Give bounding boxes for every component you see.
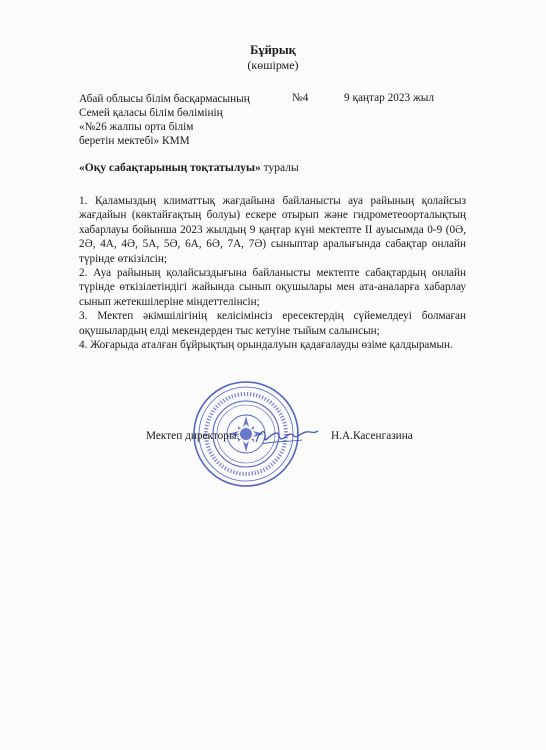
order-paragraph: 1. Қаламыздың климаттық жағдайына байланысты ауа райының қолайсыз жағдайын (көктайғақтың болуы) ескере отырып және гидрометеоорталықтың хабарлауы бойынша 2023 жылдың 9 қаңтар күні мектепте ІІ ауысымда 0-9 (0Ә, 2Ә, 4А, 4Ә, 5А, 5Ә, 6А, 6Ә, 7А, 7Ә) сыныптар аралығында сабақтар онлайн түрінде өткізілсін; [79, 195, 466, 265]
order-paragraph: 2. Ауа райының қолайсыздығына байланысты мектепте сабақтардың онлайн түрінде өткізілетіндігі жайында сынып оқушылары мен ата-аналарға хабарлау сынып жетекшілеріне міндеттелінсін; [79, 267, 466, 308]
organization-block [79, 92, 279, 148]
order-paragraph: 4. Жоғарыда аталған бұйрықтың орындалуын қадағалауды өзіме қалдырамын. [79, 339, 453, 352]
order-paragraph: 3. Мектеп әкімшілігінің келісімінсіз ересектердің сүйемелдеуі болмаған оқушылардың елді мекендерден тыс кетуіне тыйым салынсын; [79, 310, 466, 337]
signature-name: Н.А.Касенгазина [331, 430, 413, 442]
signature-role: Мектеп директоры: [146, 430, 240, 442]
order-date: 9 қаңтар 2023 жыл [344, 92, 435, 104]
org-line: «№26 жалпы орта білім [79, 121, 194, 133]
org-line: беретін мектебі» КММ [79, 135, 190, 147]
handwritten-signature-icon [252, 424, 322, 448]
document-subtitle: (көшірме) [247, 58, 299, 72]
document-title: Бұйрық [250, 43, 296, 57]
order-subject-bold: «Оқу сабақтарының тоқтатылуы» [79, 162, 261, 174]
order-subject [79, 162, 299, 174]
order-body [79, 194, 466, 352]
order-subject-rest: туралы [260, 162, 299, 174]
order-number: №4 [292, 92, 309, 104]
org-line: Абай облысы білім басқармасының [79, 93, 250, 105]
org-line: Семей қаласы білім бөлімінің [79, 107, 223, 119]
